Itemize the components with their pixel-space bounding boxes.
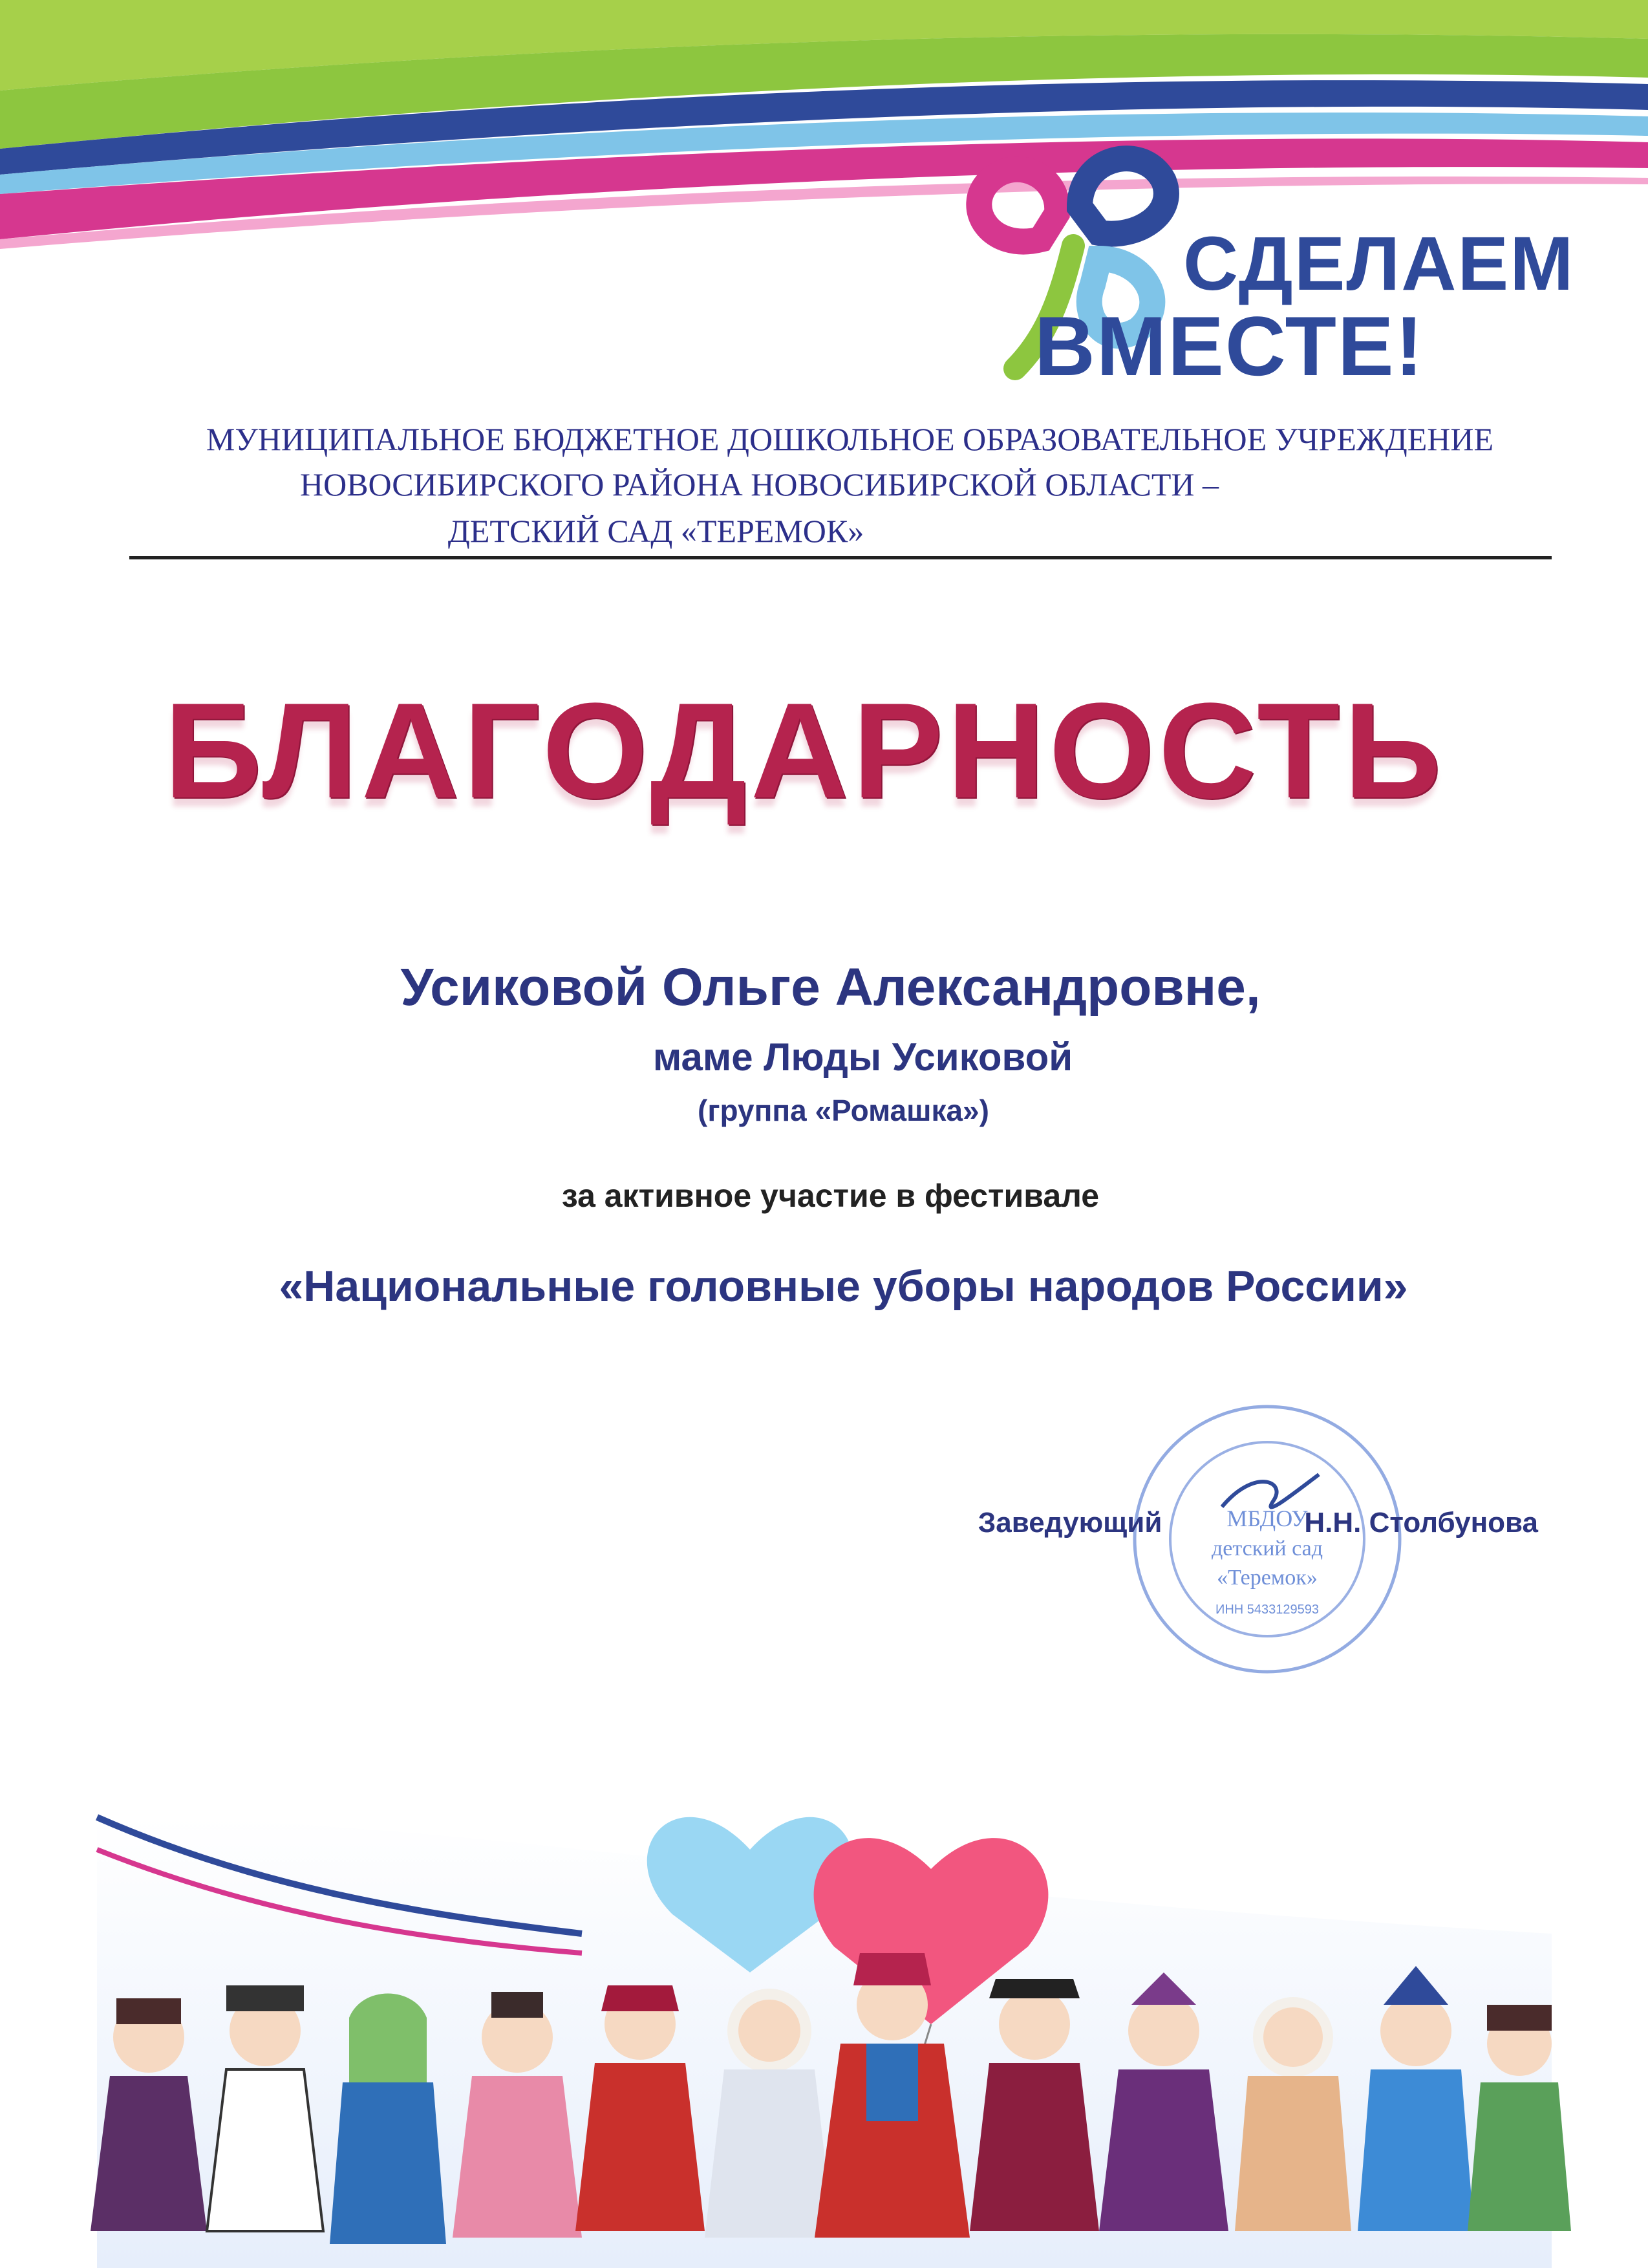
signature-scribble: [1222, 1474, 1319, 1507]
signer-name: Н.Н. Столбунова: [1304, 1507, 1538, 1539]
stamp-line3: «Теремок»: [1217, 1566, 1318, 1590]
stamp-line2: детский сад: [1211, 1537, 1323, 1561]
certificate-title: БЛАГОДАРНОСТЬ: [164, 675, 1446, 826]
footer-illustration: [0, 1720, 1648, 2268]
signature-line: [978, 1507, 1538, 1539]
recipient-group: (группа «Ромашка»): [698, 1094, 989, 1127]
stamp-line1: МБДОУ: [1226, 1506, 1308, 1531]
official-stamp: [1125, 1397, 1409, 1681]
institution-name-line1: МУНИЦИПАЛЬНОЕ БЮДЖЕТНОЕ ДОШКОЛЬНОЕ ОБРАЗОВАТЕЛЬНОЕ УЧРЕЖДЕНИЕ: [206, 421, 1494, 457]
logo-text-line1: СДЕЛАЕМ: [1183, 221, 1575, 307]
signer-title: Заведующий: [978, 1507, 1162, 1539]
header-divider: [129, 556, 1552, 559]
institution-name-line2: НОВОСИБИРСКОГО РАЙОНА НОВОСИБИРСКОЙ ОБЛАСТИ –: [299, 466, 1219, 502]
recipient-role: маме Люды Усиковой: [652, 1035, 1073, 1079]
award-reason: за активное участие в фестивале: [561, 1178, 1100, 1214]
festival-name: «Национальные головные уборы народов России»: [279, 1262, 1408, 1311]
logo-text-line2: ВМЕСТЕ!: [1034, 299, 1424, 393]
recipient-name: Усиковой Ольге Александровне,: [400, 958, 1261, 1017]
stamp-inn: ИНН 5433129593: [1215, 1603, 1320, 1617]
logo: [950, 129, 1575, 401]
institution-name-line3: ДЕТСКИЙ САД «ТЕРЕМОК»: [447, 513, 864, 549]
